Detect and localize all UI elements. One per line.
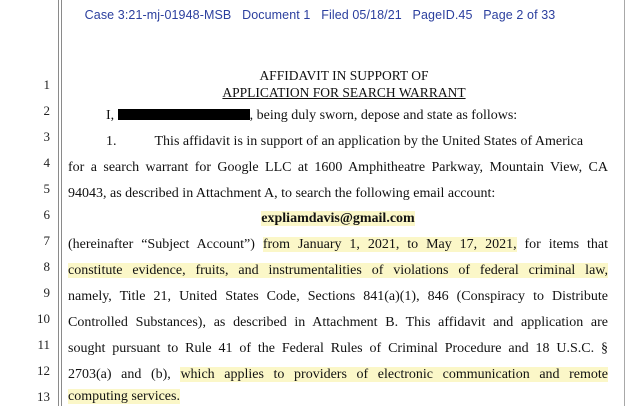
oath-suffix: , being duly sworn, depose and state as follows: [249,108,518,123]
line-number: 8 [43,259,50,274]
body-line-12 [68,367,608,385]
statute-ref: 2703(a) and (b), [68,367,171,382]
margin-rule-right [624,0,625,406]
line-number: 6 [43,207,50,222]
date-range-highlight: from January 1, 2021, to May 17, 2021, [262,237,517,252]
line-number: 12 [37,363,50,378]
subject-email [68,211,608,227]
providers-highlight: which applies to providers of electronic communication and remote [180,367,608,382]
subject-account-ref: (hereinafter “Subject Account”) [68,237,255,252]
page-count: Page 2 of 33 [483,8,556,22]
computing-services-highlight: computing services. [68,389,180,404]
body-line-5: 94043, as described in Attachment A, to search the following email account: [68,186,496,201]
items-text: for items that [524,237,608,252]
line-number: 9 [43,285,50,300]
body-line-10: Controlled Substances), as described in Attachment B. This affidavit and application are [68,315,608,330]
evidence-highlight: constitute evidence, fruits, and instrumentalities of violations of federal criminal law, [68,263,608,278]
oath-prefix: I, [106,108,115,123]
body-line-8 [68,263,608,281]
line-number: 11 [37,337,50,352]
filed-date: Filed 05/18/21 [321,8,402,22]
body-line-7 [68,237,608,255]
page-id: PageID.45 [412,8,473,22]
line-number: 13 [37,389,50,404]
subject-email-text: expliamdavis@gmail.com [261,211,415,226]
line-number: 10 [37,311,50,326]
oath-line [106,108,640,124]
redaction-bar [118,109,250,120]
paragraph-number: 1. [106,134,117,149]
body-line-13 [68,389,608,405]
line-number: 7 [43,233,50,248]
paragraph-text: This affidavit is in support of an application by the United States of America [154,134,584,149]
affidavit-title-line1: AFFIDAVIT IN SUPPORT OF [259,68,429,83]
case-header [0,8,640,22]
document-number: Document 1 [242,8,311,22]
line-number: 5 [43,181,50,196]
line-number: 4 [43,155,50,170]
affidavit-title-line2: APPLICATION FOR SEARCH WARRANT [222,85,466,100]
line-number: 2 [43,103,50,118]
margin-rule-left-outer [58,0,59,406]
body-line-4: for a search warrant for Google LLC at 1600 Amphitheatre Parkway, Mountain View, CA [68,160,608,175]
line-number: 1 [43,77,50,92]
case-number: Case 3:21-mj-01948-MSB [84,8,232,22]
margin-rule-left-inner [61,0,62,406]
body-line-9: namely, Title 21, United States Code, Sections 841(a)(1), 846 (Conspiracy to Distribute [68,289,608,304]
body-line-11: sought pursuant to Rule 41 of the Federal Rules of Criminal Procedure and 18 U.S.C. § [68,341,608,356]
line-number: 3 [43,129,50,144]
paragraph-1-start [106,134,608,150]
